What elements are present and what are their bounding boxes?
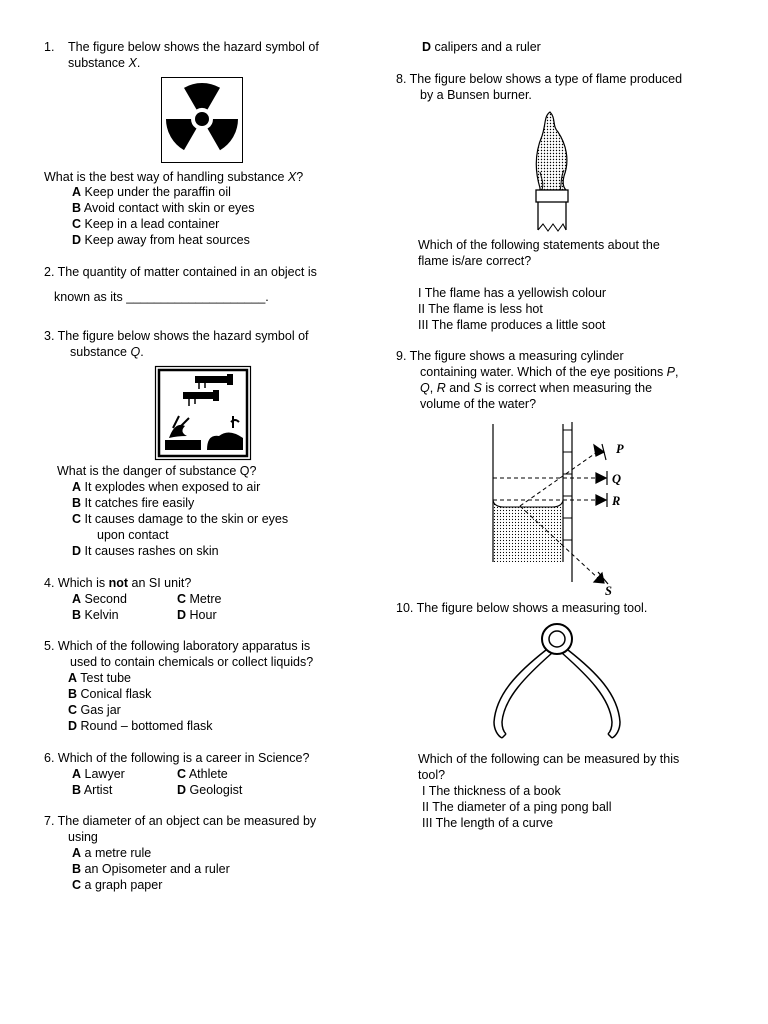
q4-stem: 4. Which is not an SI unit?	[44, 576, 192, 590]
q1-ask: What is the best way of handling substance X?	[44, 170, 304, 184]
q10-stem: 10. The figure below shows a measuring tool.	[396, 601, 648, 615]
q9-stem-line1: 9. The figure shows a measuring cylinder	[396, 349, 624, 363]
q8-statement-1: I The flame has a yellowish colour	[418, 286, 607, 300]
calipers-figure	[488, 622, 626, 740]
q10-statement-3: III The length of a curve	[422, 816, 554, 830]
q3-option-c[interactable]: C It causes damage to the skin or eyes	[72, 512, 289, 526]
q7-stem-line1: 7. The diameter of an object can be measured by	[44, 814, 317, 828]
q5-option-c[interactable]: C Gas jar	[68, 703, 121, 717]
q8-statement-2: II The flame is less hot	[418, 302, 543, 316]
q1-stem-line2: substance X.	[68, 56, 141, 70]
q8-statement-3: III The flame produces a little soot	[418, 318, 606, 332]
q6-option-a[interactable]: A Lawyer	[72, 767, 125, 781]
q10-ask-line2: tool?	[418, 768, 446, 782]
q7-option-c[interactable]: C a graph paper	[72, 878, 163, 892]
eye-label-s: S	[605, 584, 612, 598]
q5-stem-line1: 5. Which of the following laboratory apparatus is	[44, 639, 311, 653]
q8-ask-line2: flame is/are correct?	[418, 254, 532, 268]
q4-option-a[interactable]: A Second	[72, 592, 127, 606]
q2-stem-line1: 2. The quantity of matter contained in an object is	[44, 265, 317, 279]
q1-number: 1.	[44, 40, 55, 54]
q3-option-b[interactable]: B It catches fire easily	[72, 496, 195, 510]
q3-option-c-cont: upon contact	[97, 528, 169, 542]
q2-stem-line2: known as its ____________________.	[54, 290, 269, 304]
q5-stem-line2: used to contain chemicals or collect liquids?	[70, 655, 314, 669]
q3-option-a[interactable]: A It explodes when exposed to air	[72, 480, 261, 494]
q6-option-c[interactable]: C Athlete	[177, 767, 228, 781]
q1-option-d[interactable]: D Keep away from heat sources	[72, 233, 250, 247]
q1-option-c[interactable]: C Keep in a lead container	[72, 217, 220, 231]
q1-option-a[interactable]: A Keep under the paraffin oil	[72, 185, 231, 199]
q9-stem-line2: containing water. Which of the eye positions P,	[420, 365, 679, 379]
q10-ask-line1: Which of the following can be measured by this	[418, 752, 680, 766]
q9-stem-line4: volume of the water?	[420, 397, 537, 411]
q10-statement-2: II The diameter of a ping pong ball	[422, 800, 612, 814]
q8-stem-line2: by a Bunsen burner.	[420, 88, 532, 102]
q7-option-d[interactable]: D calipers and a ruler	[422, 40, 541, 54]
bunsen-flame-figure	[528, 110, 578, 238]
radiation-hazard-icon	[161, 77, 243, 163]
q8-stem-line1: 8. The figure below shows a type of flame produced	[396, 72, 683, 86]
q3-stem-line1: 3. The figure below shows the hazard symbol of	[44, 329, 309, 343]
q4-option-b[interactable]: B Kelvin	[72, 608, 119, 622]
q5-option-a[interactable]: A Test tube	[68, 671, 132, 685]
q7-option-a[interactable]: A a metre rule	[72, 846, 152, 860]
q4-option-c[interactable]: C Metre	[177, 592, 222, 606]
q6-option-b[interactable]: B Artist	[72, 783, 113, 797]
q5-option-d[interactable]: D Round – bottomed flask	[68, 719, 213, 733]
q8-ask-line1: Which of the following statements about the	[418, 238, 660, 252]
q3-stem-line2: substance Q.	[70, 345, 144, 359]
q1-stem-line1: The figure below shows the hazard symbol of	[68, 40, 319, 54]
q3-ask: What is the danger of substance Q?	[57, 464, 257, 478]
q10-statement-1: I The thickness of a book	[422, 784, 561, 798]
q4-option-d[interactable]: D Hour	[177, 608, 217, 622]
q7-option-b[interactable]: B an Opisometer and a ruler	[72, 862, 230, 876]
q5-option-b[interactable]: B Conical flask	[68, 687, 152, 701]
q6-stem: 6. Which of the following is a career in Science?	[44, 751, 310, 765]
q9-stem-line3: Q, R and S is correct when measuring the	[420, 381, 653, 395]
eye-label-p: P	[616, 442, 624, 456]
eye-label-r: R	[612, 494, 621, 508]
q3-option-d[interactable]: D It causes rashes on skin	[72, 544, 219, 558]
corrosive-hazard-icon	[155, 366, 251, 460]
eye-label-q: Q	[612, 472, 622, 486]
q1-option-b[interactable]: B Avoid contact with skin or eyes	[72, 201, 255, 215]
q6-option-d[interactable]: D Geologist	[177, 783, 243, 797]
q7-stem-line2: using	[68, 830, 98, 844]
